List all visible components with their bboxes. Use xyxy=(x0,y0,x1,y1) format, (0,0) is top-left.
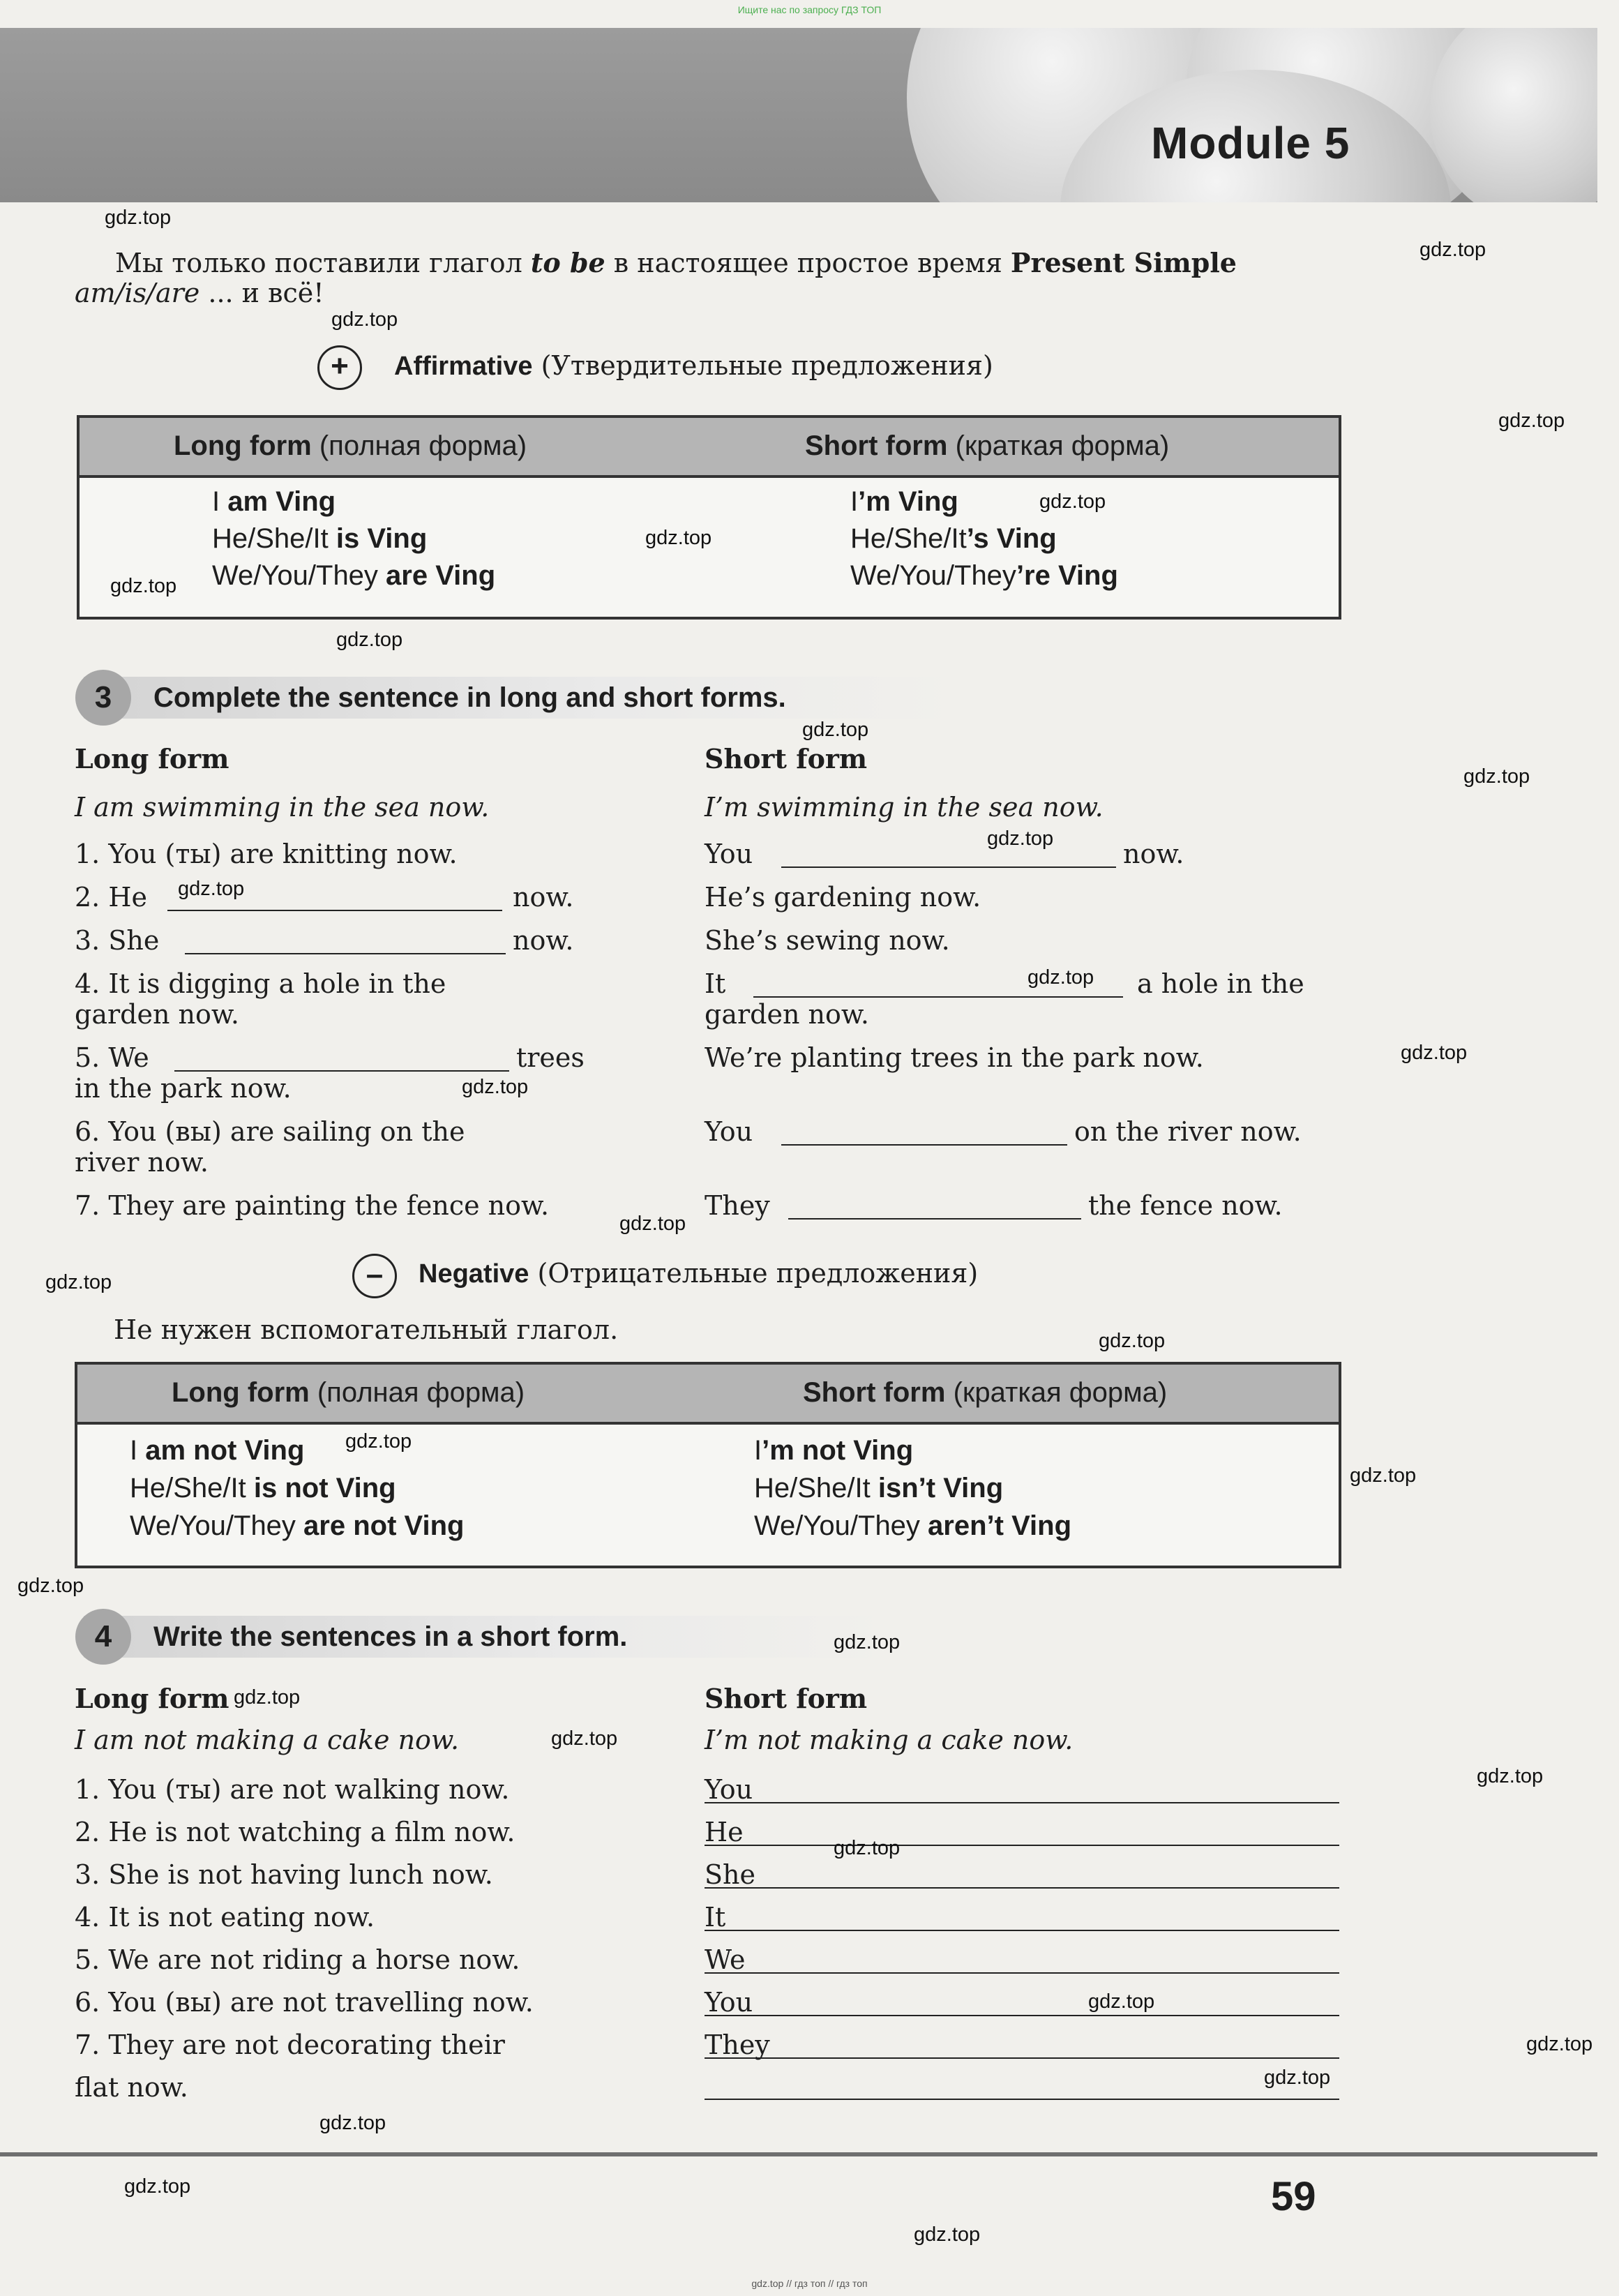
ex4-item-4-answer-line[interactable] xyxy=(705,1930,1339,1931)
watermark[interactable]: gdz.top xyxy=(551,1727,618,1750)
exercise-4-title: Write the sentences in a short form. xyxy=(153,1621,628,1652)
ex3-item-3-long-start: 3. She xyxy=(75,925,160,956)
ex3-item-4-long-line1: 4. It is digging a hole in the xyxy=(75,968,446,999)
watermark[interactable]: gdz.top xyxy=(987,827,1054,850)
negative-heading: Negative (Отрицательные предложения) xyxy=(419,1258,979,1289)
watermark[interactable]: gdz.top xyxy=(319,2112,386,2134)
ex3-short-form-header: Short form xyxy=(705,743,868,774)
table-header xyxy=(80,418,1339,478)
bottom-note[interactable]: gdz.top // гдз топ // гдз топ xyxy=(751,2278,868,2289)
ex3-item-5-long-start: 5. We xyxy=(75,1042,149,1073)
table-cell: He/She/It is not Ving xyxy=(130,1473,396,1503)
ex3-item-5-answer-line[interactable] xyxy=(174,1070,509,1072)
watermark[interactable]: gdz.top xyxy=(234,1686,301,1709)
watermark[interactable]: gdz.top xyxy=(1099,1330,1166,1352)
flower-petal-decoration xyxy=(1430,28,1597,202)
watermark[interactable]: gdz.top xyxy=(1027,966,1094,989)
long-form-header: Long form (полная форма) xyxy=(174,430,527,461)
table-cell: He/She/It isn’t Ving xyxy=(754,1473,1004,1503)
module-header-band xyxy=(0,28,1597,202)
ex3-item-1-short-start: You xyxy=(705,839,753,869)
watermark[interactable]: gdz.top xyxy=(110,575,177,597)
ex4-item-7-short: They xyxy=(705,2029,770,2060)
watermark[interactable]: gdz.top xyxy=(45,1271,112,1293)
ex3-item-6-long-line2: river now. xyxy=(75,1147,209,1178)
table-cell: I’m not Ving xyxy=(754,1435,914,1466)
bottom-rule xyxy=(0,2152,1597,2156)
ex4-item-6-answer-line[interactable] xyxy=(705,2015,1339,2016)
ex3-item-4-short-start: It xyxy=(705,968,726,999)
ex3-item-5-long-line2: in the park now. xyxy=(75,1073,292,1104)
ex3-item-2-short: He’s gardening now. xyxy=(705,882,981,913)
watermark[interactable]: gdz.top xyxy=(178,878,245,900)
ex3-item-4-long-line2: garden now. xyxy=(75,999,239,1030)
ex4-item-7-long-line1: 7. They are not decorating their xyxy=(75,2029,505,2060)
ex4-item-5-short: We xyxy=(705,1944,746,1975)
table-header xyxy=(77,1365,1339,1425)
ex3-item-3-long-end: now. xyxy=(513,925,574,956)
negative-table xyxy=(75,1362,1341,1568)
ex3-item-1-short-end: now. xyxy=(1123,839,1184,869)
watermark[interactable]: gdz.top xyxy=(345,1430,412,1453)
ex4-item-3-long: 3. She is not having lunch now. xyxy=(75,1859,493,1890)
watermark[interactable]: gdz.top xyxy=(1498,410,1565,432)
ex4-item-4-short: It xyxy=(705,1902,726,1933)
ex3-item-5-short: We’re planting trees in the park now. xyxy=(705,1042,1204,1073)
ex3-example-short: I’m swimming in the sea now. xyxy=(705,792,1104,823)
ex4-item-4-long: 4. It is not eating now. xyxy=(75,1902,375,1933)
ex3-item-6-short-start: You xyxy=(705,1116,753,1147)
watermark[interactable]: gdz.top xyxy=(17,1575,84,1597)
ex4-item-6-long: 6. You (вы) are not travelling now. xyxy=(75,1987,534,2018)
watermark[interactable]: gdz.top xyxy=(462,1076,529,1098)
watermark[interactable]: gdz.top xyxy=(834,1631,901,1653)
ex3-item-6-short-end: on the river now. xyxy=(1074,1116,1302,1147)
ex3-item-7-short-end: the fence now. xyxy=(1088,1190,1283,1221)
minus-sign-icon: – xyxy=(352,1254,397,1298)
ex4-item-3-short: She xyxy=(705,1859,755,1890)
ex4-short-form-header: Short form xyxy=(705,1683,868,1714)
ex4-item-6-short: You xyxy=(705,1987,753,2018)
table-cell: We/You/They’re Ving xyxy=(850,560,1118,591)
intro-line-2: am/is/are ... и всё! xyxy=(75,278,324,308)
ex4-item-1-answer-line[interactable] xyxy=(705,1802,1339,1803)
ex3-item-1-answer-line[interactable] xyxy=(781,866,1116,868)
watermark[interactable]: gdz.top xyxy=(1350,1464,1417,1487)
ex3-item-6-long-line1: 6. You (вы) are sailing on the xyxy=(75,1116,465,1147)
watermark[interactable]: gdz.top xyxy=(1401,1042,1468,1064)
ex3-item-2-answer-line[interactable] xyxy=(167,910,502,911)
table-cell: He/She/It’s Ving xyxy=(850,523,1057,554)
ex4-item-7-long-line2: flat now. xyxy=(75,2072,188,2103)
watermark[interactable]: gdz.top xyxy=(1463,765,1530,788)
table-cell: We/You/They aren’t Ving xyxy=(754,1510,1072,1541)
table-cell: I’m Ving xyxy=(850,486,958,517)
watermark[interactable]: gdz.top xyxy=(1526,2033,1593,2055)
exercise-3-title: Complete the sentence in long and short forms. xyxy=(153,682,786,713)
watermark[interactable]: gdz.top xyxy=(1088,1990,1155,2013)
ex4-item-2-long: 2. He is not watching a film now. xyxy=(75,1817,515,1847)
ex3-item-1-long: 1. You (ты) are knitting now. xyxy=(75,839,458,869)
ex4-item-2-short: He xyxy=(705,1817,744,1847)
ex3-item-4-short-line2: garden now. xyxy=(705,999,869,1030)
page-number: 59 xyxy=(1271,2174,1316,2219)
long-form-header: Long form (полная форма) xyxy=(172,1377,525,1408)
ex3-item-2-long-start: 2. He xyxy=(75,882,147,913)
ex4-item-1-short: You xyxy=(705,1774,753,1805)
ex3-item-7-long: 7. They are painting the fence now. xyxy=(75,1190,550,1221)
plus-sign-icon: + xyxy=(317,345,362,390)
ex3-item-7-short-start: They xyxy=(705,1190,770,1221)
exercise-3-number: 3 xyxy=(75,670,131,726)
watermark[interactable]: gdz.top xyxy=(645,527,712,549)
ex4-example-long: I am not making a cake now. xyxy=(75,1725,460,1755)
ex3-item-6-answer-line[interactable] xyxy=(781,1144,1067,1146)
watermark[interactable]: gdz.top xyxy=(914,2223,981,2246)
short-form-header: Short form (краткая форма) xyxy=(803,1377,1168,1408)
affirmative-table xyxy=(77,415,1341,620)
watermark[interactable]: gdz.top xyxy=(1039,490,1106,513)
ex4-item-7-answer-line[interactable] xyxy=(705,2057,1339,2059)
affirmative-heading: Affirmative (Утвердительные предложения) xyxy=(394,350,993,381)
module-title: Module 5 xyxy=(1151,118,1350,168)
ex3-item-2-long-end: now. xyxy=(513,882,574,913)
ex4-item-5-long: 5. We are not riding a horse now. xyxy=(75,1944,520,1975)
ex4-item-1-long: 1. You (ты) are not walking now. xyxy=(75,1774,510,1805)
ex3-item-7-answer-line[interactable] xyxy=(788,1218,1081,1220)
watermark[interactable]: gdz.top xyxy=(331,308,398,331)
negative-note: Не нужен вспомогательный глагол. xyxy=(114,1314,619,1345)
short-form-header: Short form (краткая форма) xyxy=(805,430,1170,461)
top-note[interactable]: Ищите нас по запросу ГДЗ ТОП xyxy=(737,4,882,15)
ex3-item-3-short: She’s sewing now. xyxy=(705,925,950,956)
watermark[interactable]: gdz.top xyxy=(105,207,172,229)
ex3-example-long: I am swimming in the sea now. xyxy=(75,792,490,823)
ex3-item-4-short-end: a hole in the xyxy=(1137,968,1304,999)
ex4-item-5-answer-line[interactable] xyxy=(705,1972,1339,1974)
ex4-example-short: I’m not making a cake now. xyxy=(705,1725,1074,1755)
table-cell: I am not Ving xyxy=(130,1435,305,1466)
table-cell: I am Ving xyxy=(212,486,336,517)
watermark[interactable]: gdz.top xyxy=(336,629,403,651)
ex3-long-form-header: Long form xyxy=(75,743,229,774)
ex4-long-form-header: Long form xyxy=(75,1683,229,1714)
exercise-4-number: 4 xyxy=(75,1609,131,1665)
ex3-item-4-answer-line[interactable] xyxy=(753,996,1123,998)
table-cell: We/You/They are not Ving xyxy=(130,1510,465,1541)
watermark[interactable]: gdz.top xyxy=(619,1213,686,1235)
watermark[interactable]: gdz.top xyxy=(124,2175,191,2198)
ex3-item-3-answer-line[interactable] xyxy=(185,953,506,954)
watermark[interactable]: gdz.top xyxy=(1420,239,1486,261)
ex3-item-5-long-end: trees xyxy=(516,1042,585,1073)
watermark[interactable]: gdz.top xyxy=(1477,1765,1544,1787)
table-cell: We/You/They are Ving xyxy=(212,560,496,591)
watermark[interactable]: gdz.top xyxy=(802,719,869,741)
watermark[interactable]: gdz.top xyxy=(1264,2066,1331,2089)
ex4-item-3-answer-line[interactable] xyxy=(705,1887,1339,1889)
watermark[interactable]: gdz.top xyxy=(834,1837,901,1859)
ex4-item-7-answer-line-2[interactable] xyxy=(705,2099,1339,2100)
intro-line-1: Мы только поставили глагол to be в настоящее простое время Present Simple xyxy=(115,247,1237,278)
ex4-item-2-answer-line[interactable] xyxy=(705,1845,1339,1846)
table-cell: He/She/It is Ving xyxy=(212,523,428,554)
